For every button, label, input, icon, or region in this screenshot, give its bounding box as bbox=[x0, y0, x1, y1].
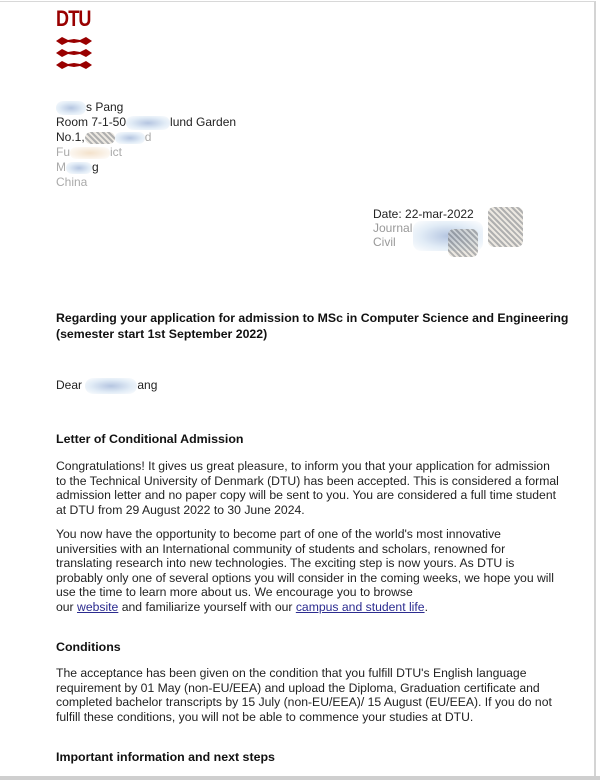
address-text: d bbox=[144, 130, 152, 144]
opportunity-text: . bbox=[424, 599, 428, 614]
campus-life-link[interactable]: campus and student life bbox=[295, 599, 425, 614]
page-bottom-edge bbox=[0, 776, 600, 780]
redaction-mark bbox=[448, 229, 478, 257]
letter-subject: Regarding your application for admission to MSc in Computer Science and Engineering (semester start 1st September 2022) bbox=[56, 311, 569, 341]
address-text: g bbox=[92, 160, 99, 174]
opportunity-text: and familiarize yourself with our bbox=[121, 599, 293, 614]
recipient-name-line bbox=[56, 100, 236, 115]
salutation-prefix: Dear bbox=[56, 378, 83, 393]
recipient-name: s Pang bbox=[86, 100, 124, 114]
recipient-address-line bbox=[56, 160, 236, 175]
salutation-suffix: ang bbox=[137, 378, 158, 393]
address-country: China bbox=[56, 175, 88, 189]
letter-date: Date: 22-mar-2022 bbox=[373, 207, 474, 221]
redaction-mark bbox=[85, 132, 115, 144]
logo-text: DTU bbox=[56, 6, 91, 31]
admission-paragraph: Congratulations! It gives us great pleasure, to inform you that your application for admission to the Technical University of Denmark (DTU) has been accepted. This is considered a formal admission letter and no paper copy will be sent to you. You are considered a full time student at DTU from 29 August 2022 to 30 June 2024. bbox=[56, 459, 559, 517]
letter-page bbox=[0, 1, 596, 777]
address-text: ict bbox=[110, 145, 123, 159]
salutation bbox=[56, 378, 157, 394]
conditions-paragraph: The acceptance has been given on the condition that you fulfill DTU's English language requirement by 01 May (non-EU/EEA) and upload the Diploma, Graduation certificate and completed bachelor transcripts by 15 July (non-EU/EEA)/ 15 August (EU/EEA). If you do not fulfill these conditions, you will not be able to commence your studies at DTU. bbox=[56, 666, 552, 724]
redaction-mark bbox=[56, 101, 86, 115]
redaction-mark bbox=[126, 116, 170, 130]
opportunity-text: our bbox=[56, 599, 74, 614]
recipient-address-line bbox=[56, 115, 236, 130]
redaction-mark bbox=[488, 207, 523, 247]
recipient-address-line bbox=[56, 130, 236, 145]
dtu-logo bbox=[56, 7, 96, 70]
recipient-address bbox=[56, 100, 236, 190]
section-title-next-steps: Important information and next steps bbox=[56, 750, 275, 764]
address-text: lund Garden bbox=[170, 115, 237, 129]
civil-id-label: Civil bbox=[373, 235, 396, 249]
redaction-mark bbox=[115, 132, 145, 144]
website-link[interactable]: website bbox=[77, 599, 119, 614]
recipient-address-line bbox=[56, 175, 236, 190]
redaction-mark bbox=[85, 378, 137, 394]
address-text: Fu bbox=[56, 145, 71, 159]
redaction-mark bbox=[70, 147, 110, 159]
section-title-conditions: Conditions bbox=[56, 640, 121, 654]
redaction-mark bbox=[66, 162, 92, 174]
journal-number-label: Journal bbox=[373, 221, 413, 235]
opportunity-text: You now have the opportunity to become part of one of the world's most innovative universities with an International community of students and scholars, renowned for translating research into new technologies. The exciting step is now yours. As DTU is probably only one of several options you will consider in the coming weeks, we hope you will use the time to learn more about us. We encourage you to browse bbox=[56, 527, 554, 600]
section-title-admission: Letter of Conditional Admission bbox=[56, 432, 244, 446]
address-text: M bbox=[56, 160, 66, 174]
address-text: Room 7-1-50 bbox=[56, 115, 127, 129]
meta-redaction bbox=[393, 207, 528, 267]
recipient-address-line bbox=[56, 145, 236, 160]
address-text: No.1, bbox=[56, 130, 85, 144]
opportunity-paragraph bbox=[56, 527, 561, 615]
dtu-wave-emblem-icon bbox=[56, 36, 92, 70]
